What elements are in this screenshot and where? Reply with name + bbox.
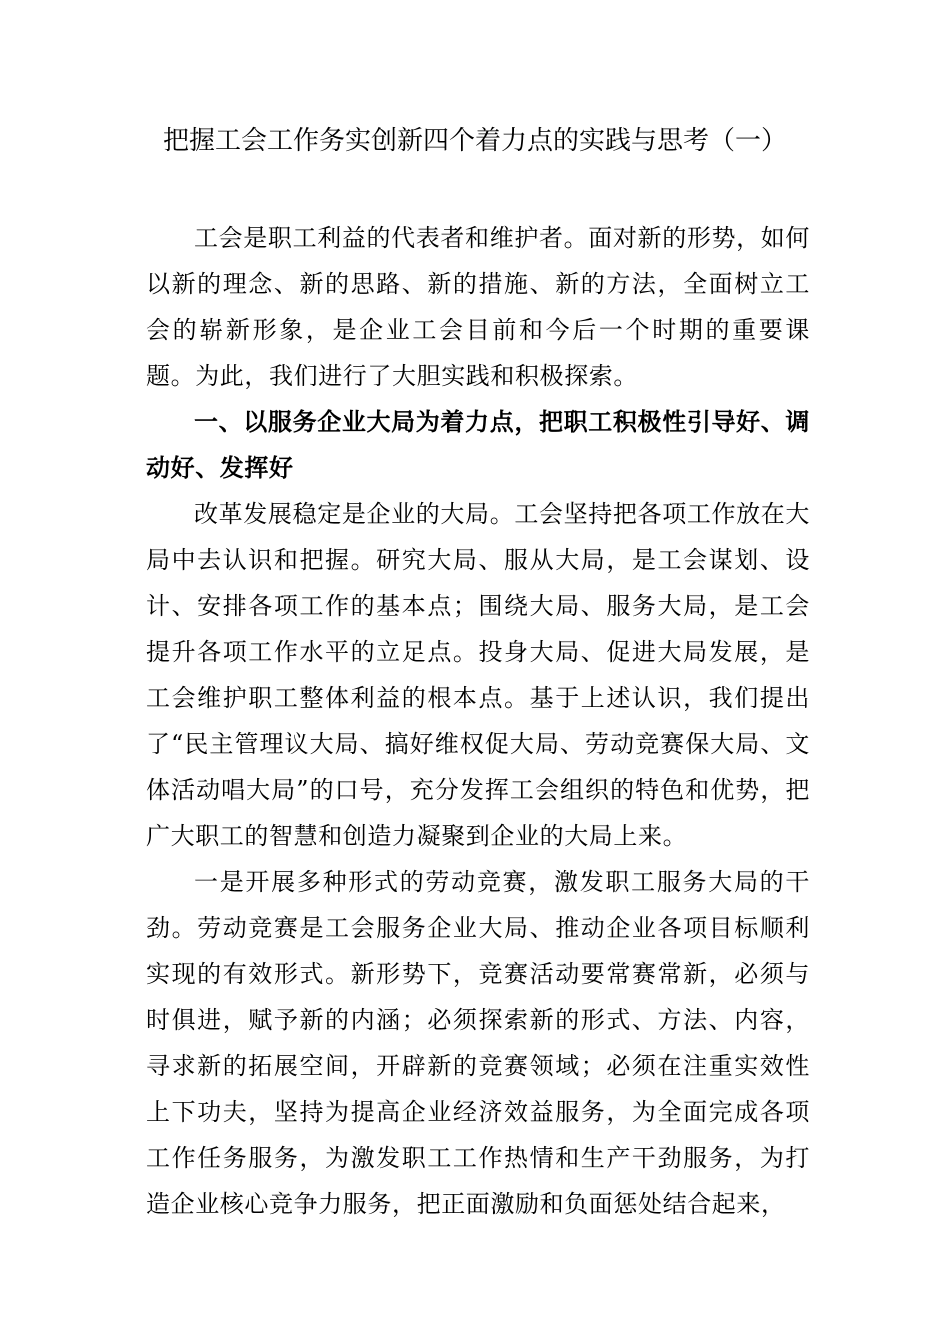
body-paragraph: 一是开展多种形式的劳动竞赛，激发职工服务大局的干劲。劳动竞赛是工会服务企业大局、推动企业各项目标顺利实现的有效形式。新形势下，竞赛活动要常赛常新，必须与时俱进，赋予新的内涵；必须探索新的形式、方法、内容，寻求新的拓展空间，开辟新的竞赛领域；必须在注重实效性上下功夫，坚持为提高企业经济效益服务，为全面完成各项工作任务服务，为激发职工工作热情和生产干劲服务，为打造企业核心竞争力服务，把正面激励和负面惩处结合起来， xyxy=(146,868,810,1218)
intro-paragraph: 工会是职工利益的代表者和维护者。面对新的形势，如何以新的理念、新的思路、新的措施、新的方法，全面树立工会的崭新形象，是企业工会目前和今后一个时期的重要课题。为此，我们进行了大胆实践和积极探索。 xyxy=(146,224,810,390)
document-body xyxy=(146,215,810,1227)
document-title: 把握工会工作务实创新四个着力点的实践与思考（一） xyxy=(162,126,787,156)
body-paragraph: 改革发展稳定是企业的大局。工会坚持把各项工作放在大局中去认识和把握。研究大局、服从大局，是工会谋划、设计、安排各项工作的基本点；围绕大局、服务大局，是工会提升各项工作水平的立足点。投身大局、促进大局发展，是工会维护职工整体利益的根本点。基于上述认识，我们提出了“民主管理议大局、搞好维权促大局、劳动竞赛保大局、文体活动唱大局”的口号，充分发挥工会组织的特色和优势，把广大职工的智慧和创造力凝聚到企业的大局上来。 xyxy=(146,500,810,850)
section-heading-1: 一、以服务企业大局为着力点，把职工积极性引导好、调动好、发挥好 xyxy=(146,408,810,482)
